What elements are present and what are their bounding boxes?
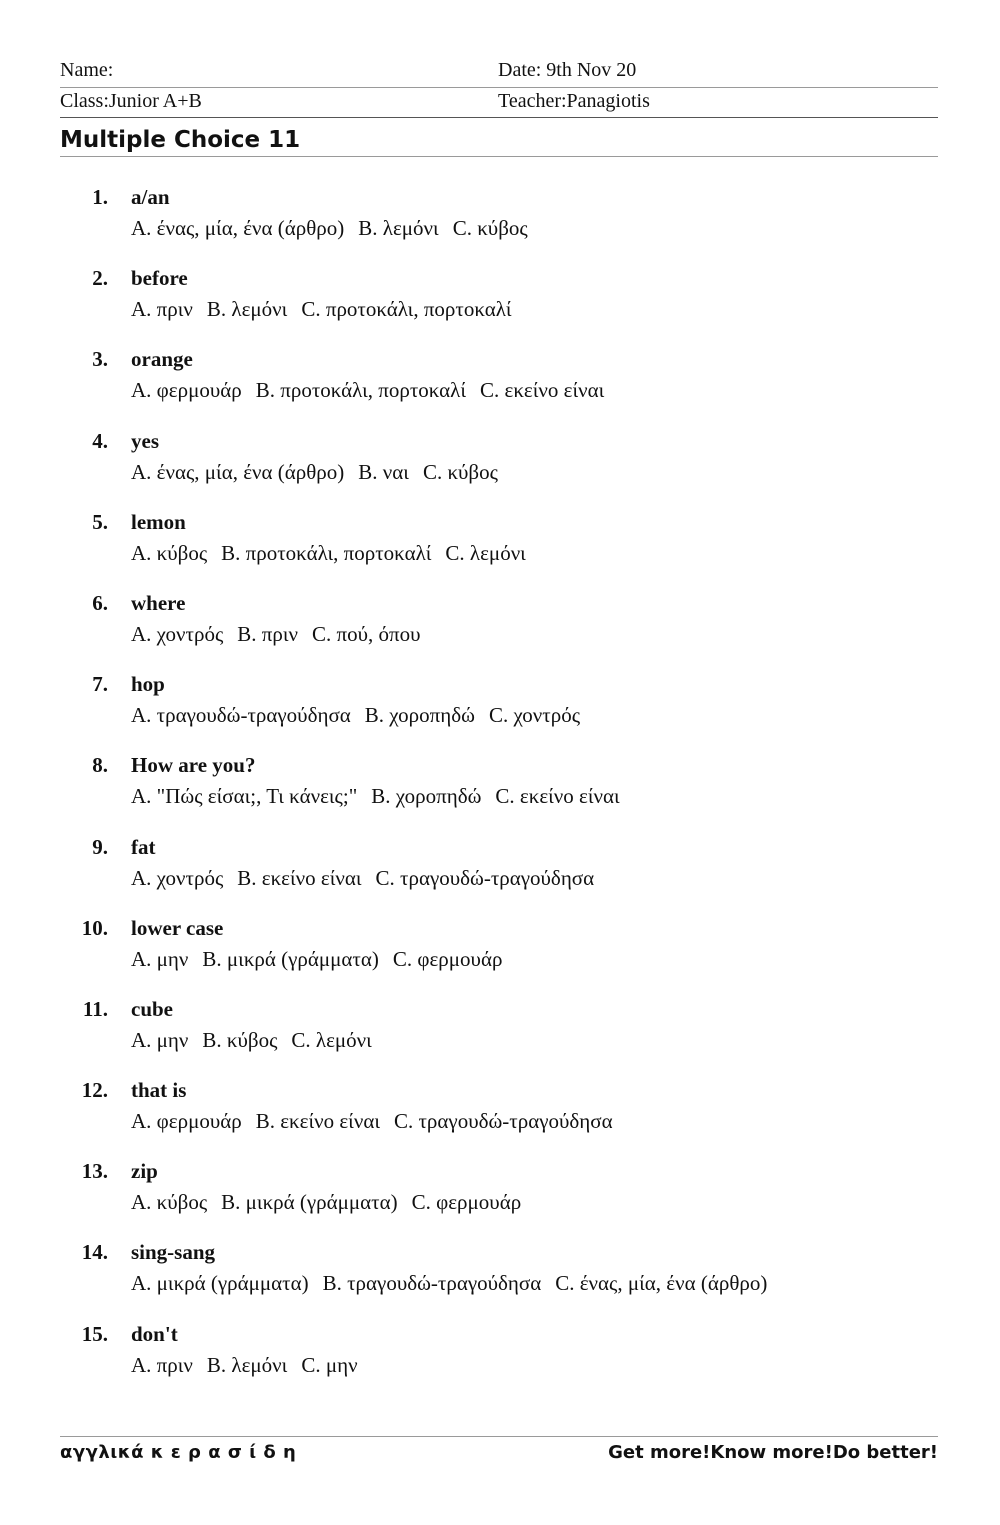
answer-options bbox=[131, 295, 526, 323]
teacher-label: Teacher:Panagiotis bbox=[498, 90, 650, 112]
answer-option-b[interactable]: B. εκείνο είναι bbox=[255, 1109, 380, 1134]
answer-option-a[interactable]: A. φερμουάρ bbox=[131, 1109, 242, 1134]
answer-option-b[interactable]: B. λεμόνι bbox=[206, 297, 288, 322]
question-number: 2. bbox=[92, 266, 108, 291]
answer-options bbox=[131, 864, 608, 892]
answer-options bbox=[131, 376, 618, 404]
date-label: Date: 9th Nov 20 bbox=[498, 59, 637, 81]
answer-options bbox=[131, 701, 594, 729]
question-item bbox=[0, 1157, 1000, 1238]
question-number: 5. bbox=[92, 509, 108, 534]
question-list bbox=[0, 183, 1000, 1401]
question-term: fat bbox=[131, 834, 156, 859]
answer-option-c[interactable]: C. προτοκάλι, πορτοκαλί bbox=[301, 297, 512, 322]
footer-brand: αγγλικά κ ε ρ α σ ί δ η bbox=[60, 1442, 297, 1463]
question-item bbox=[0, 833, 1000, 914]
question-item bbox=[0, 427, 1000, 508]
answer-option-a[interactable]: A. χοντρός bbox=[131, 865, 224, 890]
answer-options bbox=[131, 1269, 781, 1297]
answer-options bbox=[131, 214, 542, 242]
header-row-name-date bbox=[60, 58, 938, 88]
answer-options bbox=[131, 539, 540, 567]
answer-option-b[interactable]: B. χοροπηδώ bbox=[364, 703, 475, 728]
question-item bbox=[0, 670, 1000, 751]
answer-options bbox=[131, 1107, 627, 1135]
answer-option-a[interactable]: A. φερμουάρ bbox=[131, 378, 242, 403]
question-number: 11. bbox=[82, 996, 108, 1021]
question-number: 8. bbox=[92, 753, 108, 778]
answer-option-c[interactable]: C. λεμόνι bbox=[445, 540, 526, 565]
answer-option-b[interactable]: B. χοροπηδώ bbox=[371, 784, 482, 809]
answer-option-a[interactable]: A. μην bbox=[131, 1027, 189, 1052]
question-term: orange bbox=[131, 347, 193, 372]
question-number: 10. bbox=[81, 915, 108, 940]
answer-option-c[interactable]: C. φερμουάρ bbox=[392, 946, 503, 971]
answer-option-a[interactable]: A. χοντρός bbox=[131, 621, 224, 646]
answer-options bbox=[131, 458, 512, 486]
answer-option-a[interactable]: A. πριν bbox=[131, 1352, 193, 1377]
question-term: cube bbox=[131, 996, 173, 1021]
question-item bbox=[0, 264, 1000, 345]
answer-options bbox=[131, 1188, 535, 1216]
question-term: that is bbox=[131, 1078, 187, 1103]
answer-option-a[interactable]: A. τραγουδώ-τραγούδησα bbox=[131, 703, 351, 728]
question-item bbox=[0, 589, 1000, 670]
question-number: 3. bbox=[92, 347, 108, 372]
question-number: 6. bbox=[92, 590, 108, 615]
answer-option-b[interactable]: B. εκείνο είναι bbox=[237, 865, 362, 890]
question-term: How are you? bbox=[131, 753, 256, 778]
question-number: 1. bbox=[92, 185, 108, 209]
answer-option-c[interactable]: C. χοντρός bbox=[488, 703, 581, 728]
answer-option-b[interactable]: B. ναι bbox=[358, 459, 409, 484]
answer-option-c[interactable]: C. εκείνο είναι bbox=[480, 378, 605, 403]
question-item bbox=[0, 914, 1000, 995]
footer-slogan: Get more!Know more!Do better! bbox=[608, 1442, 938, 1463]
page-title: Multiple Choice 11 bbox=[60, 124, 938, 157]
question-item bbox=[0, 1320, 1000, 1401]
question-item bbox=[0, 345, 1000, 426]
question-item bbox=[0, 1076, 1000, 1157]
question-item bbox=[0, 183, 1000, 264]
question-term: sing-sang bbox=[131, 1240, 216, 1265]
answer-option-a[interactable]: A. "Πώς είσαι;, Τι κάνεις;" bbox=[131, 784, 358, 809]
question-number: 7. bbox=[92, 672, 108, 697]
answer-option-a[interactable]: A. κύβος bbox=[131, 540, 208, 565]
answer-option-b[interactable]: B. προτοκάλι, πορτοκαλί bbox=[221, 540, 432, 565]
answer-option-c[interactable]: C. εκείνο είναι bbox=[495, 784, 620, 809]
question-number: 15. bbox=[81, 1321, 108, 1346]
answer-option-c[interactable]: C. τραγουδώ-τραγούδησα bbox=[393, 1109, 613, 1134]
answer-option-b[interactable]: B. μικρά (γράμματα) bbox=[202, 946, 379, 971]
answer-options bbox=[131, 1026, 386, 1054]
answer-options bbox=[131, 945, 516, 973]
question-term: lower case bbox=[131, 915, 224, 940]
question-item bbox=[0, 751, 1000, 832]
question-term: where bbox=[131, 590, 186, 615]
answer-option-a[interactable]: A. πριν bbox=[131, 297, 193, 322]
answer-option-a[interactable]: A. μικρά (γράμματα) bbox=[131, 1271, 309, 1296]
answer-option-b[interactable]: B. λεμόνι bbox=[206, 1352, 288, 1377]
question-term: before bbox=[131, 266, 188, 291]
question-number: 12. bbox=[81, 1078, 108, 1103]
answer-option-c[interactable]: C. τραγουδώ-τραγούδησα bbox=[375, 865, 595, 890]
answer-options bbox=[131, 782, 634, 810]
answer-options bbox=[131, 620, 435, 648]
answer-option-b[interactable]: B. πριν bbox=[237, 621, 298, 646]
answer-option-a[interactable]: A. ένας, μία, ένα (άρθρο) bbox=[131, 216, 345, 240]
answer-options bbox=[131, 1351, 372, 1379]
answer-option-b[interactable]: B. κύβος bbox=[202, 1027, 278, 1052]
question-term: zip bbox=[131, 1159, 158, 1184]
header-row-class-teacher bbox=[60, 89, 938, 118]
answer-option-c[interactable]: C. φερμουάρ bbox=[411, 1190, 522, 1215]
footer bbox=[60, 1436, 938, 1471]
answer-option-a[interactable]: A. ένας, μία, ένα (άρθρο) bbox=[131, 459, 345, 484]
question-term: yes bbox=[131, 428, 159, 453]
class-label: Class:Junior A+B bbox=[60, 90, 202, 112]
answer-option-b[interactable]: B. τραγουδώ-τραγούδησα bbox=[322, 1271, 542, 1296]
question-item bbox=[0, 508, 1000, 589]
answer-option-a[interactable]: A. μην bbox=[131, 946, 189, 971]
answer-option-c[interactable]: C. ένας, μία, ένα (άρθρο) bbox=[555, 1271, 768, 1296]
answer-option-b[interactable]: B. προτοκάλι, πορτοκαλί bbox=[255, 378, 466, 403]
question-number: 14. bbox=[81, 1240, 108, 1265]
answer-option-a[interactable]: A. κύβος bbox=[131, 1190, 208, 1215]
question-number: 9. bbox=[92, 834, 108, 859]
answer-option-c[interactable]: C. κύβος bbox=[452, 216, 528, 240]
name-label: Name: bbox=[60, 59, 114, 81]
question-item bbox=[0, 1238, 1000, 1319]
answer-option-c[interactable]: C. πού, όπου bbox=[312, 621, 421, 646]
question-term: a/an bbox=[131, 185, 170, 209]
answer-option-c[interactable]: C. λεμόνι bbox=[291, 1027, 372, 1052]
question-term: don't bbox=[131, 1321, 178, 1346]
answer-option-b[interactable]: B. μικρά (γράμματα) bbox=[221, 1190, 398, 1215]
question-number: 13. bbox=[81, 1159, 108, 1184]
answer-option-b[interactable]: B. λεμόνι bbox=[358, 216, 439, 240]
question-term: lemon bbox=[131, 509, 186, 534]
answer-option-c[interactable]: C. μην bbox=[301, 1352, 358, 1377]
question-number: 4. bbox=[92, 428, 108, 453]
question-item bbox=[0, 995, 1000, 1076]
answer-option-c[interactable]: C. κύβος bbox=[422, 459, 498, 484]
question-term: hop bbox=[131, 672, 165, 697]
